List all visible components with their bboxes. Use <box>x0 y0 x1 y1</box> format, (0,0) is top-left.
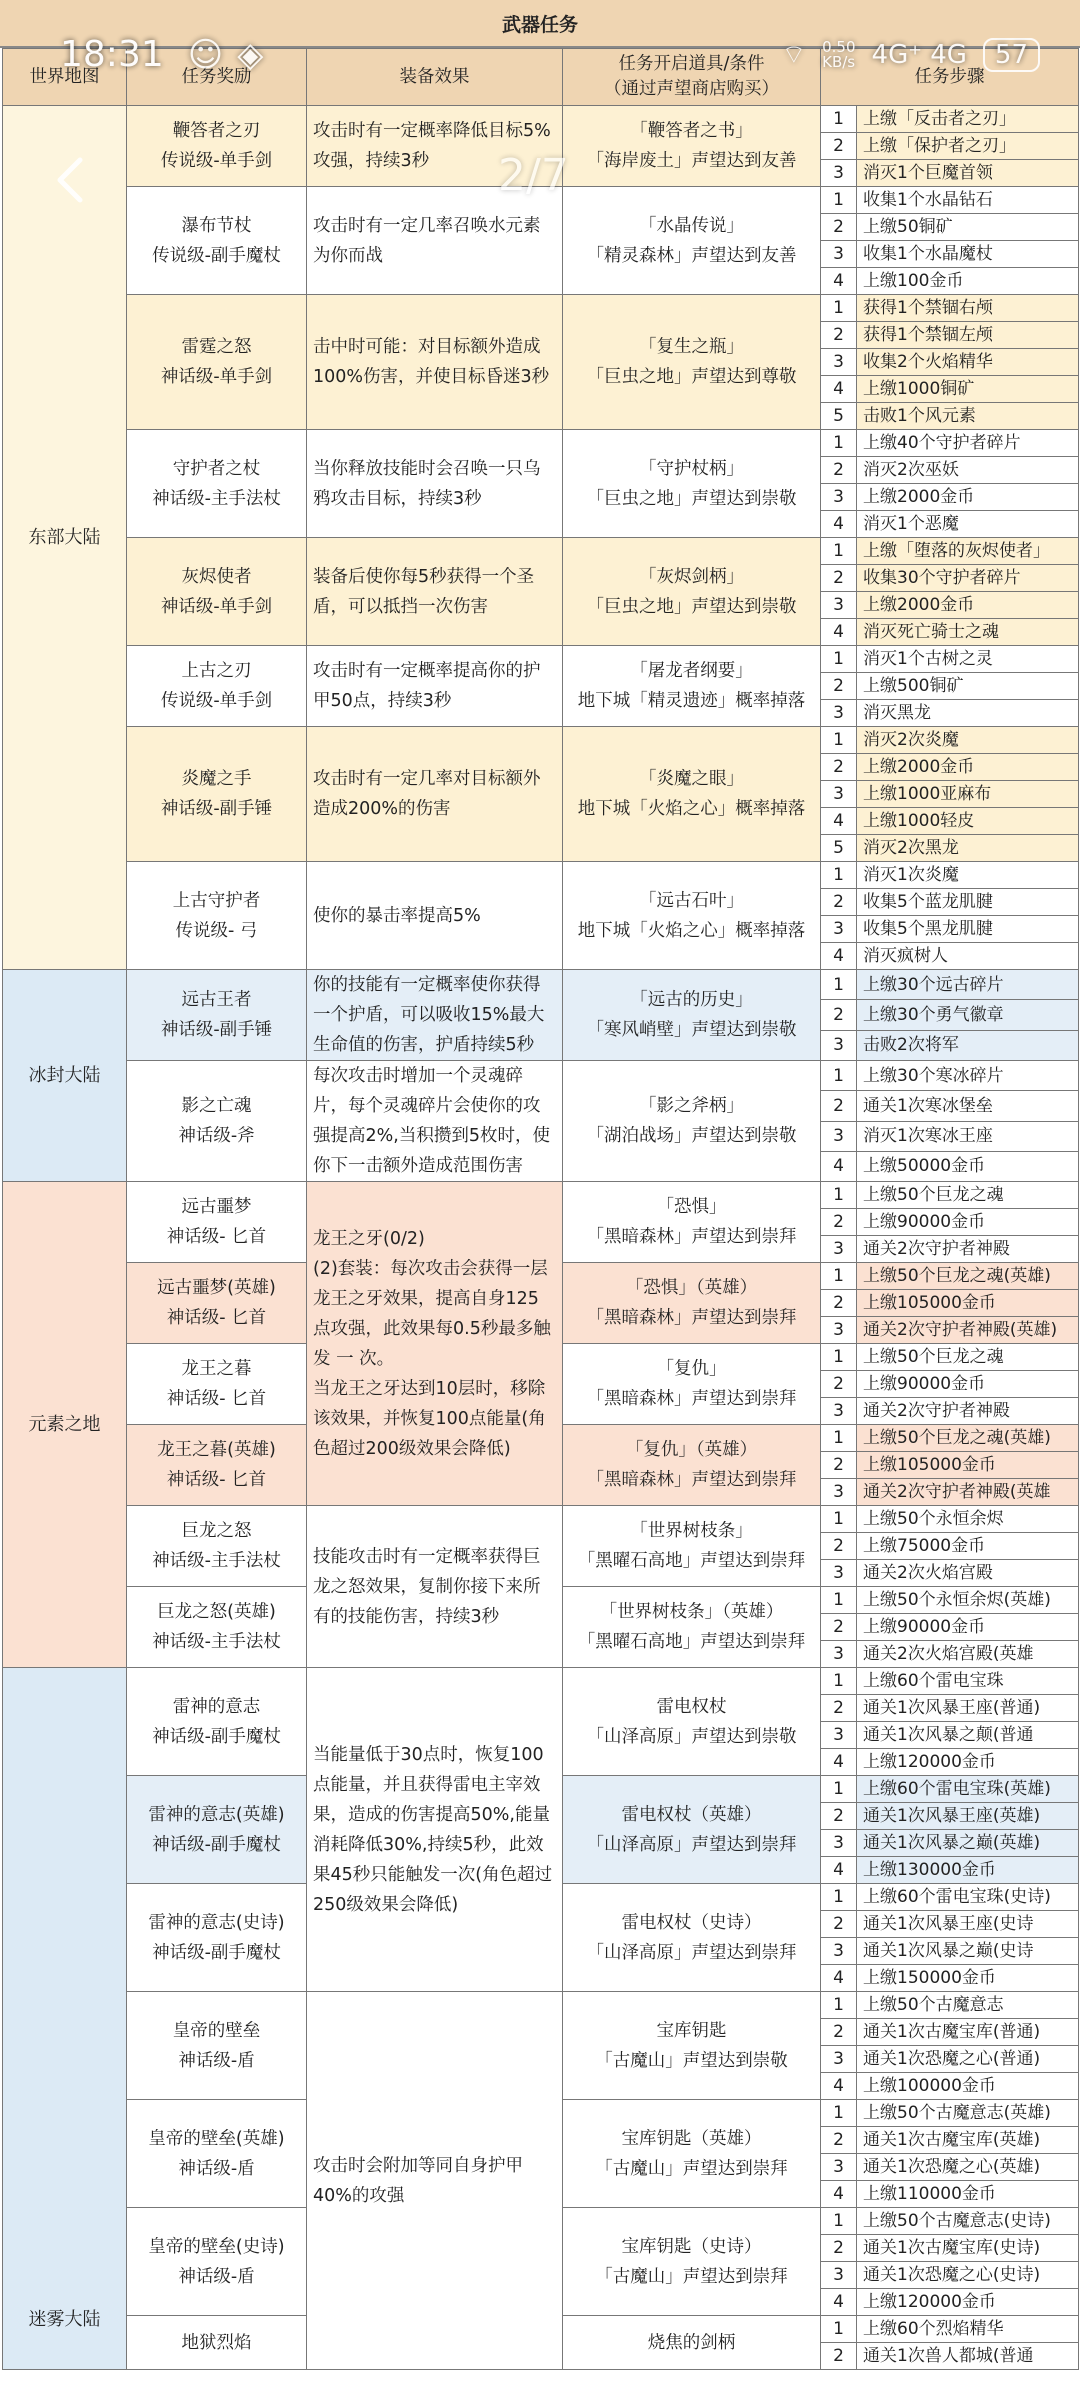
step-number: 4 <box>821 1749 857 1776</box>
effect-cell: 使你的暴击率提高5% <box>307 862 563 970</box>
header-condition: 任务开启道具/条件 （通过声望商店购买） <box>563 49 821 106</box>
step-number: 2 <box>821 1614 857 1641</box>
table-row <box>3 970 1079 1000</box>
step-text: 上缴100000金币 <box>857 2073 1079 2100</box>
step-number: 3 <box>821 2262 857 2289</box>
condition-cell: 雷电权杖（史诗） 「山泽高原」声望达到崇拜 <box>563 1884 821 1992</box>
step-number: 3 <box>821 592 857 619</box>
step-number: 4 <box>821 2289 857 2316</box>
step-number: 3 <box>821 1479 857 1506</box>
step-text: 上缴75000金币 <box>857 1533 1079 1560</box>
step-text: 上缴100金币 <box>857 268 1079 295</box>
step-text: 通关1次古魔宝库(普通) <box>857 2019 1079 2046</box>
weapon-name-cell: 守护者之杖 神话级-主手法杖 <box>127 430 307 538</box>
region-cell: 元素之地 <box>3 1182 127 1668</box>
step-text: 上缴90000金币 <box>857 1614 1079 1641</box>
notification-icon: ☺ <box>187 34 224 75</box>
step-number: 1 <box>821 1506 857 1533</box>
weapon-name-cell: 上古守护者 传说级- 弓 <box>127 862 307 970</box>
step-text: 通关1次古魔宝库(史诗) <box>857 2235 1079 2262</box>
step-number: 1 <box>821 187 857 214</box>
step-text: 上缴120000金币 <box>857 2289 1079 2316</box>
shared-effect-cell: 当能量低于30点时，恢复100点能量，并且获得雷电主宰效果，造成的伤害提高50%,能量消耗降低30%,持续5秒，此效果45秒只能触发一次(角色超过250级效果会降低) <box>307 1668 563 1992</box>
message-icon: ◈ <box>237 34 264 75</box>
weapon-name-cell: 龙王之暮(英雄) 神话级- 匕首 <box>127 1425 307 1506</box>
condition-cell: 雷电权杖（英雄） 「山泽高原」声望达到崇拜 <box>563 1776 821 1884</box>
battery-indicator: 57 <box>983 38 1040 72</box>
step-text: 上缴50个古魔意志(史诗) <box>857 2208 1079 2235</box>
condition-cell: 「灰烬剑柄」 「巨虫之地」声望达到崇敬 <box>563 538 821 646</box>
step-text: 获得1个禁锢左颅 <box>857 322 1079 349</box>
step-text: 通关1次风暴王座(史诗 <box>857 1911 1079 1938</box>
step-number: 1 <box>821 2208 857 2235</box>
step-text: 上缴30个寒冰碎片 <box>857 1061 1079 1091</box>
step-number: 1 <box>821 970 857 1000</box>
step-number: 1 <box>821 1061 857 1091</box>
table-row <box>3 1506 1079 1533</box>
step-number: 1 <box>821 2100 857 2127</box>
table-header-row <box>3 49 1079 106</box>
step-number: 3 <box>821 1030 857 1060</box>
step-number: 2 <box>821 322 857 349</box>
step-number: 3 <box>821 484 857 511</box>
step-number: 2 <box>821 754 857 781</box>
step-number: 3 <box>821 700 857 727</box>
step-number: 3 <box>821 1722 857 1749</box>
step-text: 消灭死亡骑士之魂 <box>857 619 1079 646</box>
step-text: 收集2个火焰精华 <box>857 349 1079 376</box>
step-number: 1 <box>821 1587 857 1614</box>
step-number: 3 <box>821 1938 857 1965</box>
step-text: 通关1次风暴王座(英雄) <box>857 1803 1079 1830</box>
network-speed: 0.50 KB/s <box>822 37 856 71</box>
region-cell: 东部大陆 <box>3 106 127 970</box>
step-number: 3 <box>821 1641 857 1668</box>
condition-cell: 「恐惧」 「黑暗森林」声望达到崇拜 <box>563 1182 821 1263</box>
step-number: 2 <box>821 1091 857 1121</box>
condition-cell: 「炎魔之眼」 地下城「火焰之心」概率掉落 <box>563 727 821 862</box>
step-text: 上缴50个巨龙之魂 <box>857 1182 1079 1209</box>
step-number: 2 <box>821 1209 857 1236</box>
step-text: 上缴500铜矿 <box>857 673 1079 700</box>
step-text: 通关1次兽人都城(普通 <box>857 2343 1079 2370</box>
condition-cell: 「水晶传说」 「精灵森林」声望达到友善 <box>563 187 821 295</box>
weapon-name-cell: 皇帝的壁垒(英雄) 神话级-盾 <box>127 2100 307 2208</box>
step-number: 4 <box>821 2073 857 2100</box>
weapon-name-cell: 龙王之暮 神话级- 匕首 <box>127 1344 307 1425</box>
shared-effect-cell: 技能攻击时有一定概率获得巨龙之怒效果，复制你接下来所有的技能伤害，持续3秒 <box>307 1506 563 1668</box>
back-arrow-icon[interactable] <box>42 150 102 210</box>
step-number: 2 <box>821 1803 857 1830</box>
step-number: 2 <box>821 2343 857 2370</box>
step-text: 上缴「保护者之刃」 <box>857 133 1079 160</box>
step-number: 4 <box>821 511 857 538</box>
effect-cell: 每次攻击时增加一个灵魂碎片，每个灵魂碎片会使你的攻强提高2%,当积攒到5枚时，使你下一击额外造成范围伤害 <box>307 1061 563 1182</box>
table-row <box>3 1182 1079 1209</box>
weapon-name-cell: 炎魔之手 神话级-副手锤 <box>127 727 307 862</box>
step-number: 3 <box>821 349 857 376</box>
step-number: 1 <box>821 1668 857 1695</box>
condition-cell: 「影之斧柄」 「湖泊战场」声望达到崇敬 <box>563 1061 821 1182</box>
table-row <box>3 538 1079 565</box>
step-text: 上缴1000轻皮 <box>857 808 1079 835</box>
weapon-name-cell: 雷神的意志(英雄) 神话级-副手魔杖 <box>127 1776 307 1884</box>
effect-cell: 你的技能有一定概率使你获得一个护盾，可以吸收15%最大生命值的伤害，护盾持续5秒 <box>307 970 563 1061</box>
header-world-map: 世界地图 <box>3 49 127 106</box>
condition-cell: 宝库钥匙（英雄） 「古魔山」声望达到崇拜 <box>563 2100 821 2208</box>
condition-cell: 烧焦的剑柄 <box>563 2316 821 2370</box>
step-text: 通关2次守护者神殿 <box>857 1236 1079 1263</box>
step-text: 上缴90000金币 <box>857 1209 1079 1236</box>
table-row <box>3 1061 1079 1091</box>
step-number: 2 <box>821 2019 857 2046</box>
step-number: 4 <box>821 1965 857 1992</box>
step-text: 上缴2000金币 <box>857 592 1079 619</box>
condition-cell: 「世界树枝条」 「黑曜石高地」声望达到崇拜 <box>563 1506 821 1587</box>
image-pager: 2/7 <box>498 150 569 201</box>
step-number: 2 <box>821 1371 857 1398</box>
step-text: 上缴50个巨龙之魂(英雄) <box>857 1425 1079 1452</box>
step-number: 2 <box>821 673 857 700</box>
quest-table <box>2 48 1079 2370</box>
step-text: 上缴120000金币 <box>857 1749 1079 1776</box>
table-row <box>3 727 1079 754</box>
step-number: 3 <box>821 2154 857 2181</box>
condition-cell: 「鞭答者之书」 「海岸废土」声望达到友善 <box>563 106 821 187</box>
step-number: 4 <box>821 268 857 295</box>
step-text: 通关1次风暴之巅(史诗 <box>857 1938 1079 1965</box>
weapon-name-cell: 上古之刃 传说级-单手剑 <box>127 646 307 727</box>
step-number: 1 <box>821 106 857 133</box>
step-text: 通关2次守护者神殿(英雄) <box>857 1317 1079 1344</box>
table-row <box>3 1668 1079 1695</box>
weapon-name-cell: 鞭答者之刃 传说级-单手剑 <box>127 106 307 187</box>
step-text: 上缴「堕落的灰烬使者」 <box>857 538 1079 565</box>
table-row <box>3 646 1079 673</box>
condition-cell: 「恐惧」（英雄） 「黑暗森林」声望达到崇拜 <box>563 1263 821 1344</box>
weapon-name-cell: 地狱烈焰 <box>127 2316 307 2370</box>
step-text: 上缴90000金币 <box>857 1371 1079 1398</box>
step-text: 上缴60个雷电宝珠(英雄) <box>857 1776 1079 1803</box>
step-text: 上缴「反击者之刃」 <box>857 106 1079 133</box>
effect-cell: 攻击时有一定几率对目标额外造成200%的伤害 <box>307 727 563 862</box>
step-number: 1 <box>821 727 857 754</box>
condition-cell: 「守护杖柄」 「巨虫之地」声望达到崇敬 <box>563 430 821 538</box>
step-number: 4 <box>821 376 857 403</box>
step-text: 通关1次风暴王座(普通) <box>857 1695 1079 1722</box>
step-number: 1 <box>821 538 857 565</box>
condition-cell: 「世界树枝条」（英雄） 「黑曜石高地」声望达到崇拜 <box>563 1587 821 1668</box>
step-text: 通关1次恐魔之心(普通) <box>857 2046 1079 2073</box>
step-text: 通关2次火焰宫殿 <box>857 1560 1079 1587</box>
step-number: 4 <box>821 1857 857 1884</box>
step-number: 2 <box>821 1533 857 1560</box>
step-text: 通关1次风暴之颠(普通 <box>857 1722 1079 1749</box>
weapon-name-cell: 皇帝的壁垒(史诗) 神话级-盾 <box>127 2208 307 2316</box>
step-number: 3 <box>821 1830 857 1857</box>
step-text: 消灭疯树人 <box>857 943 1079 970</box>
step-text: 收集5个黑龙肌腱 <box>857 916 1079 943</box>
step-number: 4 <box>821 1151 857 1181</box>
condition-cell: 「复仇」 「黑暗森林」声望达到崇拜 <box>563 1344 821 1425</box>
step-text: 收集5个蓝龙肌腱 <box>857 889 1079 916</box>
step-text: 通关1次恐魔之心(英雄) <box>857 2154 1079 2181</box>
step-text: 上缴1000铜矿 <box>857 376 1079 403</box>
step-number: 3 <box>821 1560 857 1587</box>
step-number: 1 <box>821 295 857 322</box>
step-text: 消灭1次炎魔 <box>857 862 1079 889</box>
effect-cell: 当你释放技能时会召唤一只乌鸦攻击目标，持续3秒 <box>307 430 563 538</box>
condition-cell: 「远古石叶」 地下城「火焰之心」概率掉落 <box>563 862 821 970</box>
region-cell: 迷雾大陆 <box>3 1668 127 2370</box>
weapon-name-cell: 皇帝的壁垒 神话级-盾 <box>127 1992 307 2100</box>
step-text: 上缴60个雷电宝珠(史诗) <box>857 1884 1079 1911</box>
step-text: 通关1次风暴之巅(英雄) <box>857 1830 1079 1857</box>
step-text: 上缴50000金币 <box>857 1151 1079 1181</box>
step-number: 3 <box>821 160 857 187</box>
step-text: 上缴30个远古碎片 <box>857 970 1079 1000</box>
condition-cell: 宝库钥匙 「古魔山」声望达到崇敬 <box>563 1992 821 2100</box>
step-text: 上缴30个勇气徽章 <box>857 1000 1079 1030</box>
step-text: 通关1次恐魔之心(史诗) <box>857 2262 1079 2289</box>
effect-cell: 击中时可能：对目标额外造成100%伤害，并使目标昏迷3秒 <box>307 295 563 430</box>
step-text: 上缴110000金币 <box>857 2181 1079 2208</box>
step-number: 1 <box>821 1425 857 1452</box>
step-text: 上缴50个巨龙之魂(英雄) <box>857 1263 1079 1290</box>
step-number: 1 <box>821 1344 857 1371</box>
condition-cell: 宝库钥匙（史诗） 「古魔山」声望达到崇拜 <box>563 2208 821 2316</box>
step-number: 3 <box>821 1121 857 1151</box>
condition-cell: 「远古的历史」 「寒风峭壁」声望达到崇敬 <box>563 970 821 1061</box>
table-row <box>3 430 1079 457</box>
step-number: 3 <box>821 1236 857 1263</box>
step-number: 1 <box>821 2316 857 2343</box>
header-steps: 任务步骤 <box>821 49 1079 106</box>
step-text: 上缴105000金币 <box>857 1452 1079 1479</box>
weapon-name-cell: 巨龙之怒(英雄) 神话级-主手法杖 <box>127 1587 307 1668</box>
step-number: 1 <box>821 1992 857 2019</box>
table-row <box>3 1992 1079 2019</box>
effect-cell: 攻击时有一定概率降低目标5%攻强，持续3秒 <box>307 106 563 187</box>
step-text: 通关1次古魔宝库(英雄) <box>857 2127 1079 2154</box>
step-number: 2 <box>821 889 857 916</box>
step-text: 通关1次寒冰堡垒 <box>857 1091 1079 1121</box>
step-text: 上缴60个烈焰精华 <box>857 2316 1079 2343</box>
region-cell: 冰封大陆 <box>3 970 127 1182</box>
step-text: 上缴2000金币 <box>857 484 1079 511</box>
step-text: 消灭2次炎魔 <box>857 727 1079 754</box>
weapon-name-cell: 雷神的意志(史诗) 神话级-副手魔杖 <box>127 1884 307 1992</box>
step-number: 2 <box>821 565 857 592</box>
step-number: 3 <box>821 916 857 943</box>
step-text: 收集1个水晶钻石 <box>857 187 1079 214</box>
header-effect: 装备效果 <box>307 49 563 106</box>
step-text: 击败2次将军 <box>857 1030 1079 1060</box>
step-text: 上缴40个守护者碎片 <box>857 430 1079 457</box>
weapon-name-cell: 远古噩梦(英雄) 神话级- 匕首 <box>127 1263 307 1344</box>
step-number: 3 <box>821 781 857 808</box>
step-number: 3 <box>821 241 857 268</box>
weapon-name-cell: 远古噩梦 神话级- 匕首 <box>127 1182 307 1263</box>
effect-cell: 攻击时有一定几率召唤水元素为你而战 <box>307 187 563 295</box>
step-text: 通关2次火焰宫殿(英雄 <box>857 1641 1079 1668</box>
step-number: 1 <box>821 1884 857 1911</box>
step-number: 5 <box>821 835 857 862</box>
step-text: 收集30个守护者碎片 <box>857 565 1079 592</box>
step-number: 5 <box>821 403 857 430</box>
step-text: 上缴50个永恒余烬(英雄) <box>857 1587 1079 1614</box>
step-text: 上缴50铜矿 <box>857 214 1079 241</box>
step-number: 3 <box>821 1317 857 1344</box>
step-text: 上缴50个古魔意志 <box>857 1992 1079 2019</box>
step-text: 消灭2次黑龙 <box>857 835 1079 862</box>
step-text: 获得1个禁锢右颅 <box>857 295 1079 322</box>
step-number: 2 <box>821 214 857 241</box>
step-number: 1 <box>821 862 857 889</box>
table-row <box>3 862 1079 889</box>
step-number: 2 <box>821 1911 857 1938</box>
table-row <box>3 106 1079 133</box>
step-text: 收集1个水晶魔杖 <box>857 241 1079 268</box>
condition-cell: 「复仇」（英雄） 「黑暗森林」声望达到崇拜 <box>563 1425 821 1506</box>
step-number: 3 <box>821 2046 857 2073</box>
step-number: 2 <box>821 133 857 160</box>
step-text: 击败1个风元素 <box>857 403 1079 430</box>
weapon-name-cell: 灰烬使者 神话级-单手剑 <box>127 538 307 646</box>
step-number: 1 <box>821 1182 857 1209</box>
step-text: 上缴105000金币 <box>857 1290 1079 1317</box>
step-number: 1 <box>821 1263 857 1290</box>
condition-cell: 雷电权杖 「山泽高原」声望达到崇敬 <box>563 1668 821 1776</box>
step-number: 2 <box>821 457 857 484</box>
weapon-name-cell: 雷霆之怒 神话级-单手剑 <box>127 295 307 430</box>
step-number: 4 <box>821 2181 857 2208</box>
step-number: 2 <box>821 1452 857 1479</box>
step-text: 上缴60个雷电宝珠 <box>857 1668 1079 1695</box>
status-time: 18:31 <box>60 34 164 75</box>
weapon-name-cell: 瀑布节杖 传说级-副手魔杖 <box>127 187 307 295</box>
weapon-name-cell: 远古王者 神话级-副手锤 <box>127 970 307 1061</box>
step-number: 3 <box>821 1398 857 1425</box>
shared-effect-cell: 龙王之牙(0/2) (2)套装：每次攻击会获得一层龙王之牙效果，提高自身125点攻强，此效果每0.5秒最多触发 一 次。 当龙王之牙达到10层时，移除该效果，并恢复100点能量(角色超过200级效果会降低) <box>307 1182 563 1506</box>
step-number: 2 <box>821 2127 857 2154</box>
effect-cell: 攻击时有一定概率提高你的护甲50点，持续3秒 <box>307 646 563 727</box>
step-number: 2 <box>821 1290 857 1317</box>
step-text: 通关2次守护者神殿 <box>857 1398 1079 1425</box>
step-text: 消灭1次寒冰王座 <box>857 1121 1079 1151</box>
step-text: 上缴150000金币 <box>857 1965 1079 1992</box>
weapon-name-cell: 雷神的意志 神话级-副手魔杖 <box>127 1668 307 1776</box>
weapon-name-cell: 巨龙之怒 神话级-主手法杖 <box>127 1506 307 1587</box>
step-text: 上缴1000亚麻布 <box>857 781 1079 808</box>
network-type: 4G⁺ 4G <box>871 39 967 70</box>
step-number: 4 <box>821 619 857 646</box>
step-text: 消灭黑龙 <box>857 700 1079 727</box>
step-text: 上缴50个巨龙之魂 <box>857 1344 1079 1371</box>
step-text: 消灭1个恶魔 <box>857 511 1079 538</box>
header-reward: 任务奖励 <box>127 49 307 106</box>
condition-cell: 「屠龙者纲要」 地下城「精灵遗迹」概率掉落 <box>563 646 821 727</box>
step-text: 消灭2次巫妖 <box>857 457 1079 484</box>
effect-cell: 装备后使你每5秒获得一个圣盾，可以抵挡一次伤害 <box>307 538 563 646</box>
shared-effect-cell: 攻击时会附加等同自身护甲40%的攻强 <box>307 1992 563 2370</box>
step-text: 上缴2000金币 <box>857 754 1079 781</box>
step-number: 2 <box>821 1000 857 1030</box>
table-row <box>3 295 1079 322</box>
step-number: 1 <box>821 646 857 673</box>
step-text: 消灭1个古树之灵 <box>857 646 1079 673</box>
step-text: 上缴50个永恒余烬 <box>857 1506 1079 1533</box>
wifi-icon: ⌔ <box>781 40 807 70</box>
step-text: 上缴50个古魔意志(英雄) <box>857 2100 1079 2127</box>
step-number: 2 <box>821 2235 857 2262</box>
step-number: 4 <box>821 808 857 835</box>
sheet-title: 武器任务 <box>0 0 1080 48</box>
step-number: 1 <box>821 1776 857 1803</box>
step-text: 消灭1个巨魔首领 <box>857 160 1079 187</box>
step-text: 上缴130000金币 <box>857 1857 1079 1884</box>
step-number: 2 <box>821 1695 857 1722</box>
condition-cell: 「复生之瓶」 「巨虫之地」声望达到尊敬 <box>563 295 821 430</box>
step-number: 1 <box>821 430 857 457</box>
weapon-name-cell: 影之亡魂 神话级-斧 <box>127 1061 307 1182</box>
step-number: 4 <box>821 943 857 970</box>
step-text: 通关2次守护者神殿(英雄 <box>857 1479 1079 1506</box>
